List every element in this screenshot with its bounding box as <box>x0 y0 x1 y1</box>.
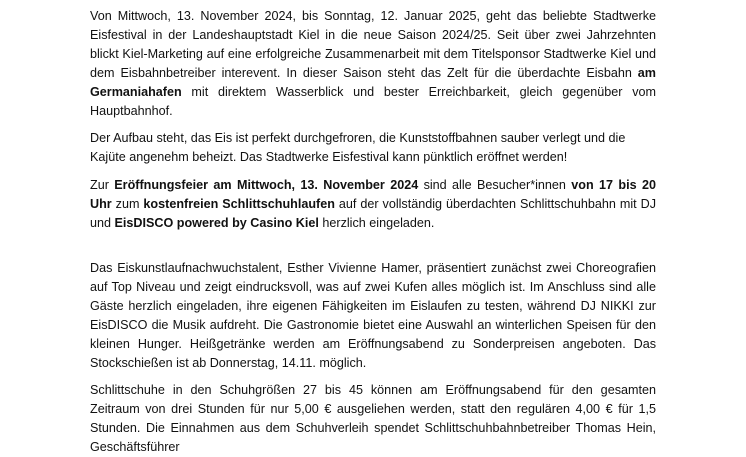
opening-bold-date: Eröffnungsfeier am Mittwoch, 13. November 2024 <box>114 178 419 193</box>
opening-bold-eisdisco: EisDISCO powered by Casino Kiel <box>114 216 319 231</box>
opening-text-2: sind alle Besucher*innen <box>418 178 572 193</box>
paragraph-intro <box>90 7 656 120</box>
intro-text-2: mit direktem Wasserblick und bester Erreichbarkeit, gleich gegenüber vom Hauptbahnhof. <box>90 84 656 118</box>
setup-text: Der Aufbau steht, das Eis ist perfekt durchgefroren, die Kunststoffbahnen sauber verlegt und die Kajüte angenehm beheizt. Das Stadtwerke Eisfestival kann pünktlich eröffnet werden! <box>90 131 626 165</box>
paragraph-setup <box>90 129 656 167</box>
press-release-body <box>90 7 656 457</box>
rental-text: Schlittschuhe in den Schuhgrößen 27 bis 45 können am Eröffnungsabend für den gesamten Zeitraum von drei Stunden für nur 5,00 € ausgeliehen werden, statt den regulären 4,00 € für 1,5 Stunden. Die Einnahmen aus dem Schuhverleih spendet Schlittschuhbahnbetreiber Thomas Hein, Geschäftsführer <box>90 383 656 455</box>
intro-text-1: Von Mittwoch, 13. November 2024, bis Sonntag, 12. Januar 2025, geht das beliebte Stadtwerke Eisfestival in der Landeshauptstadt Kiel in die neue Saison 2024/25. Seit über zwei Jahrzehnten blickt Kiel-Marketing auf eine erfolgreiche Zusammenarbeit mit dem Titelsponsor Stadtwerke Kiel und dem Eisbahnbetreiber interevent. In dieser Saison steht das Zelt für die überdachte Eisbahn <box>90 9 656 80</box>
opening-bold-time: von 17 bis 20 Uhr <box>90 178 656 212</box>
paragraph-opening <box>90 176 656 233</box>
opening-text-5: herzlich eingeladen. <box>318 216 435 231</box>
paragraph-skate-rental <box>90 381 656 457</box>
intro-bold-location: am Germaniahafen <box>90 65 656 99</box>
opening-text-4: auf der vollständig überdachten Schlittschuhbahn mit DJ und <box>90 197 657 231</box>
opening-text-3: zum <box>111 197 144 212</box>
opening-text-1: Zur <box>90 178 115 193</box>
opening-bold-free-skating: kostenfreien Schlittschuhlaufen <box>143 197 335 212</box>
program-text: Das Eiskunstlaufnachwuchstalent, Esther Vivienne Hamer, präsentiert zunächst zwei Choreografien auf Top Niveau und zeigt eindrucksvoll, was auf zwei Kufen alles möglich ist. Im Anschluss sind alle Gäste herzlich eingeladen, ihre eigenen Fähigkeiten im Eislaufen zu testen, während DJ NIKKI zur EisDISCO die Musik aufdreht. Die Gastronomie bietet eine Auswahl an winterlichen Speisen für den kleinen Hunger. Heißgetränke werden am Eröffnungsabend zu Sonderpreisen angeboten. Das Stockschießen ist ab Donnerstag, 14.11. möglich. <box>90 260 656 370</box>
paragraph-program <box>90 259 656 372</box>
